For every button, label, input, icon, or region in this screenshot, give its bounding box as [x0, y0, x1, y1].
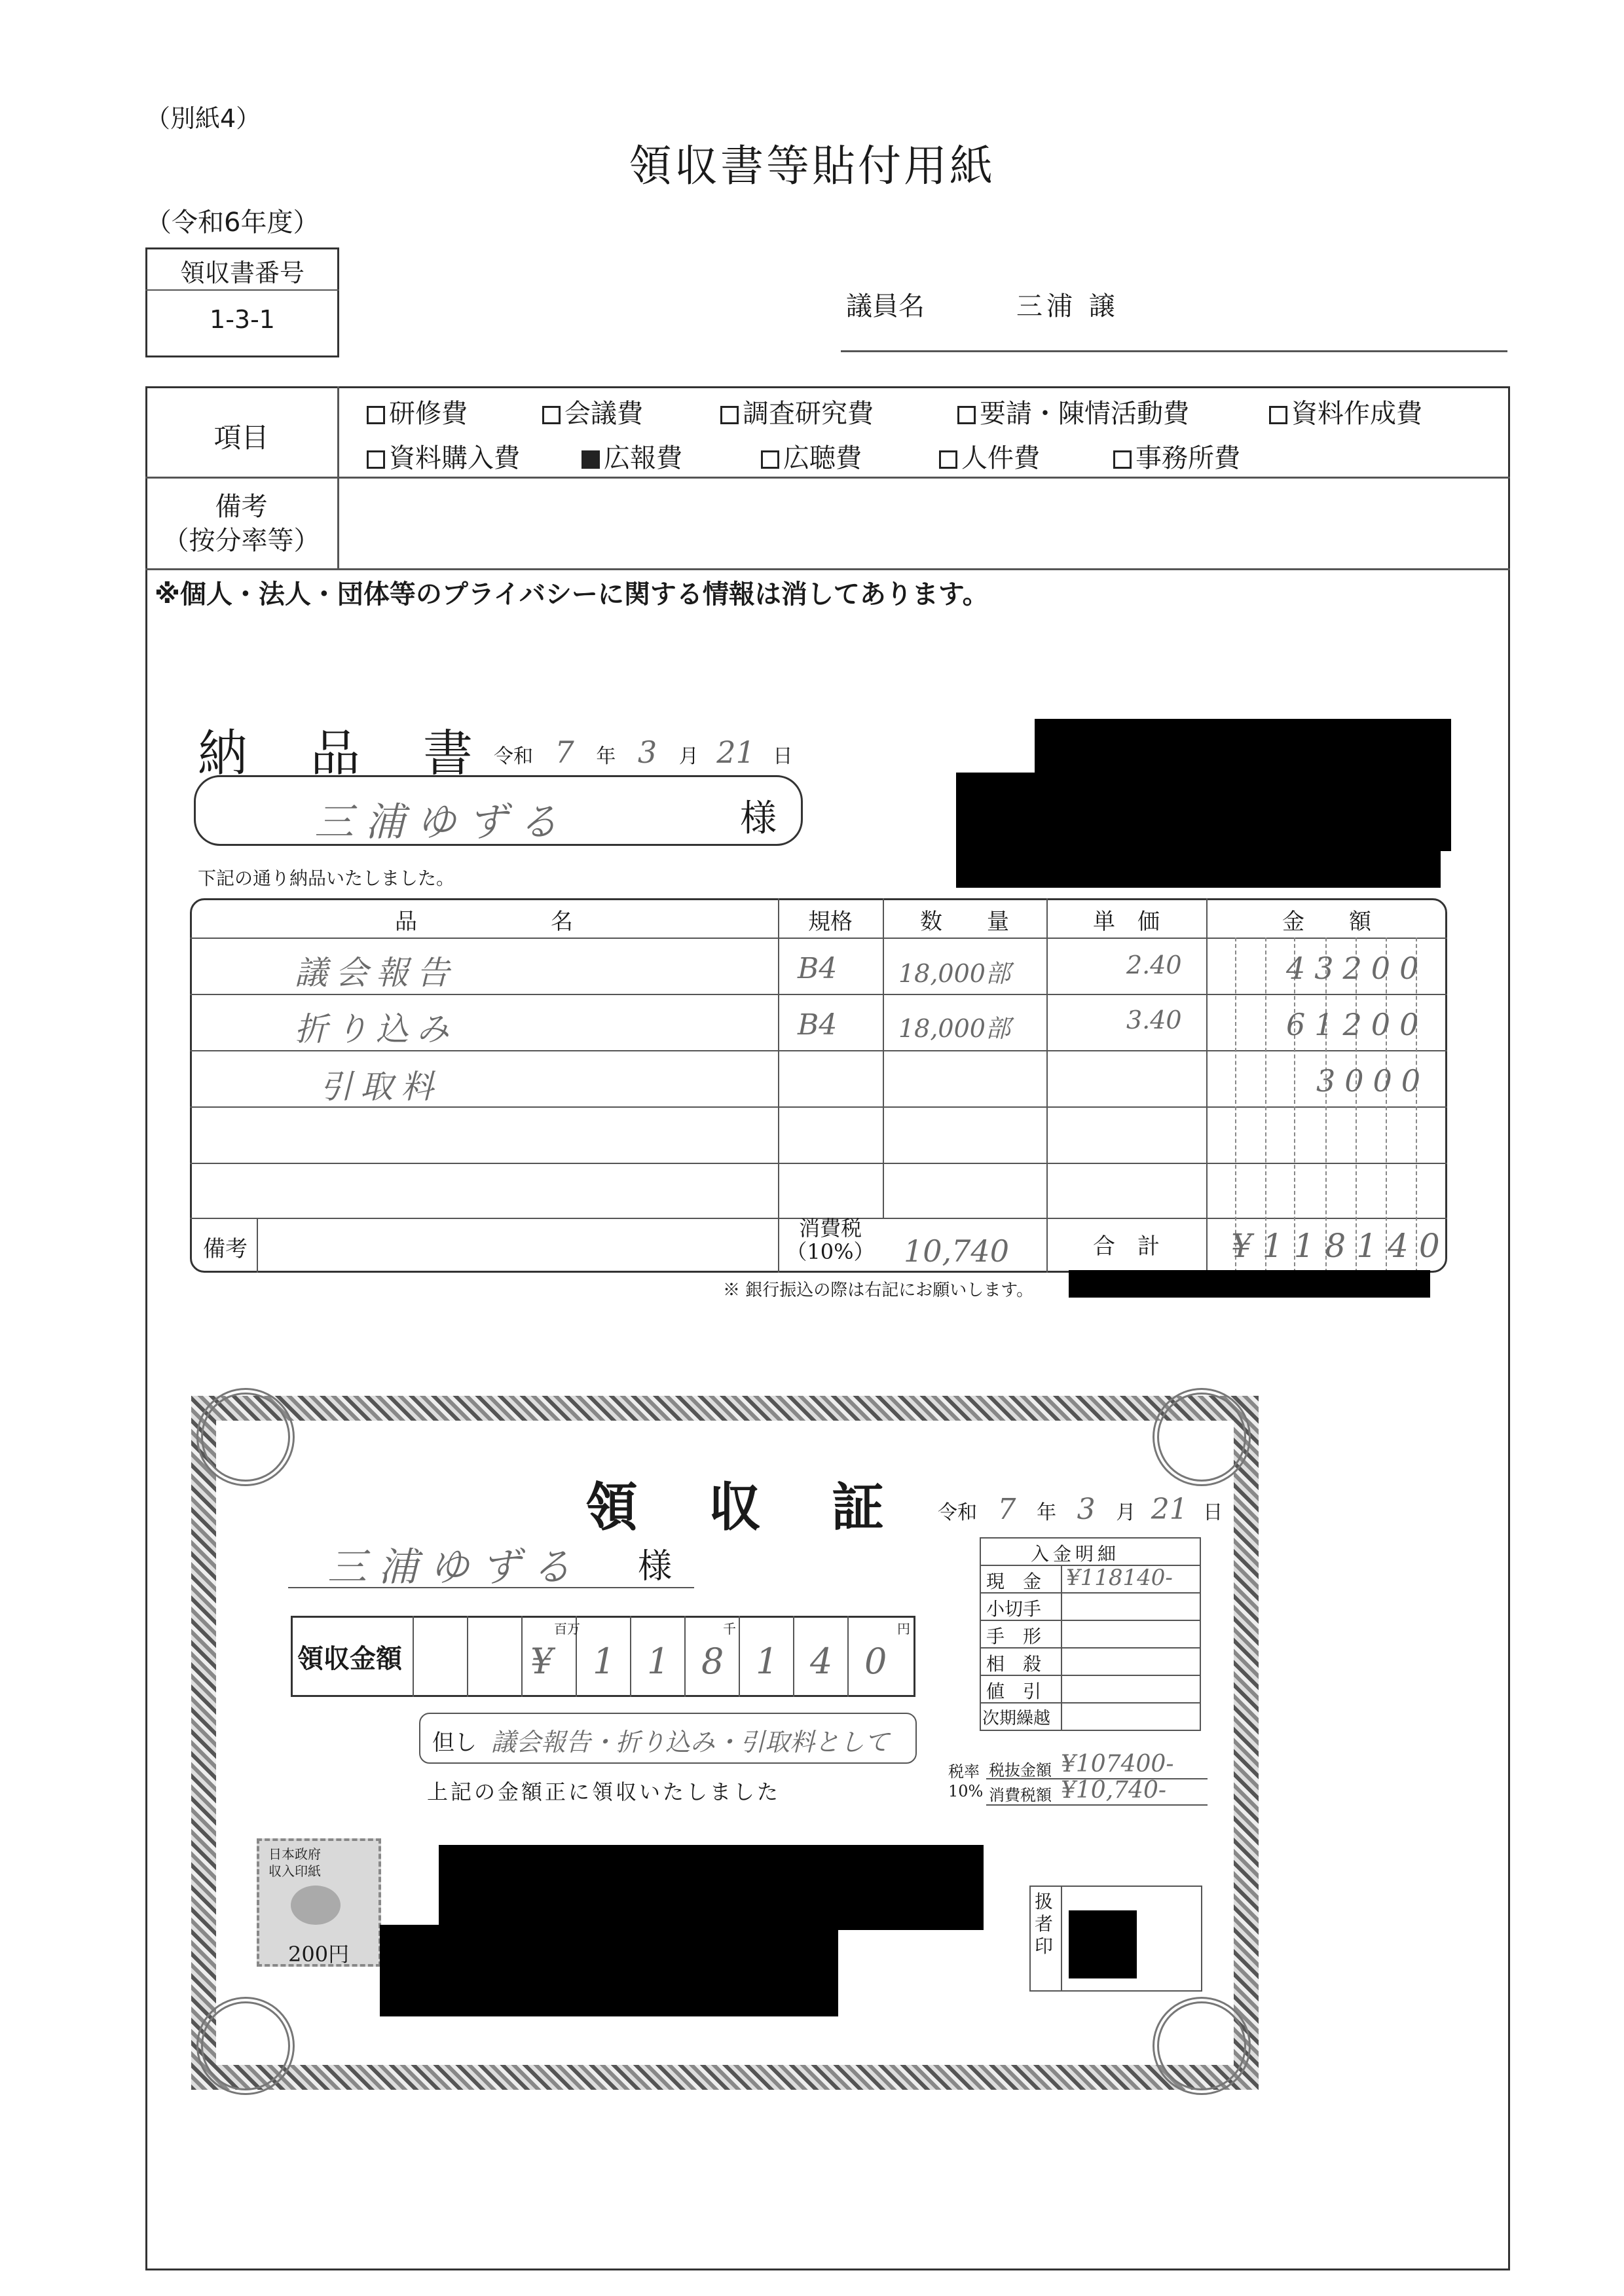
receipt-corner-ornament: [196, 1388, 295, 1486]
delivery-total-value: ¥118140: [1231, 1227, 1450, 1265]
receipt-amount-digit: 1: [593, 1641, 616, 1682]
table-row-amount: 61200: [1286, 1007, 1428, 1042]
receipt-corner-ornament: [196, 1997, 295, 2095]
table-row-qty: 18,000部: [898, 1014, 1010, 1043]
unit-thousand: 千: [723, 1621, 736, 1637]
pre-tax-value: ¥107400-: [1061, 1751, 1174, 1777]
redacted-block: [1069, 1910, 1137, 1978]
receipt-corner-ornament: [1153, 1997, 1251, 2095]
col-spec: 規格: [808, 909, 853, 935]
breakdown-label: 次期繰越: [982, 1709, 1051, 1728]
col-qty: 数 量: [920, 909, 1009, 935]
delivery-tax-label: 消費税 （10%）: [786, 1216, 875, 1264]
redacted-block: [439, 1845, 984, 1930]
bank-note: ※ 銀行振込の際は右記にお願いします。: [723, 1281, 1034, 1300]
redacted-block: [1069, 1270, 1430, 1298]
consumption-tax-label: 消費税額: [989, 1786, 1052, 1804]
privacy-note: ※個人・法人・団体等のプライバシーに関する情報は消してあります。: [155, 579, 989, 610]
checkbox-icon[interactable]: [542, 406, 561, 424]
category-shiryou-sakusei[interactable]: 資料作成費: [1269, 393, 1422, 430]
table-row-spec: B4: [798, 1008, 838, 1042]
stamp-text: 日本政府: [268, 1846, 321, 1862]
delivery-note-title: 納 品 書: [198, 724, 479, 782]
col-unit-price: 単 価: [1093, 909, 1160, 935]
table-row-item: 議会報告: [295, 954, 457, 992]
receipt-amount-digit: 0: [864, 1641, 887, 1682]
receipt-date: 令和 7 年 3 月 21 日: [938, 1493, 1223, 1526]
delivery-total-label: 合 計: [1093, 1233, 1160, 1260]
breakdown-value: ¥118140-: [1066, 1565, 1173, 1591]
checkbox-icon[interactable]: [720, 406, 739, 424]
redacted-block: [956, 845, 1441, 888]
tax-rate: 10%: [948, 1782, 984, 1800]
consumption-tax-value: ¥10,740-: [1061, 1777, 1167, 1804]
category-jimusho[interactable]: 事務所費: [1113, 437, 1240, 475]
category-kenshu[interactable]: 研修費: [367, 393, 468, 430]
fiscal-year: （令和6年度）: [145, 208, 320, 238]
col-item: 品 名: [395, 909, 573, 935]
checkbox-icon[interactable]: [1269, 406, 1287, 424]
table-row-spec: B4: [798, 952, 838, 985]
member-underline: [841, 350, 1507, 352]
tax-rate-label: 税率: [948, 1762, 980, 1781]
receipt-number-value: 1-3-1: [210, 305, 275, 334]
flower-icon: [291, 1886, 341, 1925]
receipt-recipient: 三浦ゆずる: [327, 1544, 583, 1590]
receipt-number-label: 領収書番号: [179, 259, 304, 287]
table-row-unit-price: 3.40: [1126, 1006, 1182, 1034]
delivery-intro: 下記の通り納品いたしました。: [198, 867, 455, 889]
category-yousei[interactable]: 要請・陳情活動費: [957, 393, 1189, 430]
table-row-amount: 43200: [1286, 951, 1428, 986]
category-chousa[interactable]: 調査研究費: [720, 393, 874, 430]
category-jinken[interactable]: 人件費: [939, 437, 1040, 475]
breakdown-title: 入金明細: [1031, 1543, 1120, 1565]
breakdown-label: 相 殺: [986, 1653, 1042, 1675]
redacted-block: [1035, 719, 1451, 778]
table-row-item: 引取料: [320, 1068, 441, 1106]
remarks-label: 備考 （按分率等）: [162, 492, 320, 556]
checkbox-icon[interactable]: [761, 450, 779, 469]
redacted-block: [380, 1925, 838, 2016]
stamp-value: 200円: [288, 1942, 350, 1967]
redacted-block: [956, 773, 1451, 851]
category-kaigi[interactable]: 会議費: [542, 393, 643, 430]
member-label: 議員名: [846, 291, 925, 321]
checked-checkbox-icon[interactable]: [581, 450, 600, 469]
member-name: 三浦 譲: [1016, 291, 1119, 321]
checkbox-icon[interactable]: [957, 406, 976, 424]
table-row-item: 折り込み: [295, 1010, 457, 1048]
delivery-remarks-label: 備考: [203, 1236, 248, 1262]
checkbox-icon[interactable]: [367, 450, 385, 469]
delivery-recipient: 三浦ゆずる: [314, 799, 570, 845]
receipt-corner-ornament: [1153, 1388, 1251, 1486]
categories-label: 項目: [213, 422, 269, 454]
checkbox-icon[interactable]: [367, 406, 385, 424]
category-shiryou-kounyu[interactable]: 資料購入費: [367, 437, 520, 475]
table-row-unit-price: 2.40: [1126, 951, 1182, 979]
receipt-amount-digit: 1: [647, 1641, 670, 1682]
delivery-tax-value: 10,740: [904, 1233, 1009, 1269]
category-kouchou[interactable]: 広聴費: [761, 437, 862, 475]
unit-million: 百万: [554, 1621, 580, 1637]
breakdown-label: 値 引: [986, 1681, 1042, 1702]
receipt-amount-label: 領収金額: [297, 1643, 402, 1674]
receipt-amount-digit: 4: [810, 1641, 833, 1682]
receipt-amount-digit: 1: [756, 1641, 779, 1682]
breakdown-label: 現 金: [986, 1571, 1042, 1592]
category-kouhou[interactable]: 広報費: [581, 437, 682, 475]
receipt-acknowledge: 上記の金額正に領収いたしました: [427, 1779, 781, 1804]
receipt-honorific: 様: [638, 1547, 673, 1586]
handler-label: 扱者印: [1035, 1891, 1054, 1957]
receipt-proviso-label: 但し: [432, 1730, 477, 1756]
delivery-note-date: 令和 7 年 3 月 21 日: [494, 735, 793, 770]
breakdown-label: 手 形: [986, 1626, 1042, 1647]
breakdown-label: 小切手: [986, 1598, 1042, 1620]
table-row-qty: 18,000部: [898, 959, 1010, 988]
receipt-title: 領 収 証: [585, 1476, 893, 1538]
table-row-amount: 3000: [1316, 1063, 1430, 1099]
delivery-honorific: 様: [740, 797, 777, 840]
checkbox-icon[interactable]: [939, 450, 957, 469]
unit-yen: 円: [897, 1621, 910, 1637]
checkbox-icon[interactable]: [1113, 450, 1132, 469]
col-amount: 金 額: [1282, 909, 1371, 935]
page-title: 領収書等貼付用紙: [629, 141, 995, 191]
stamp-text: 収入印紙: [268, 1863, 321, 1879]
attachment-number: （別紙4）: [145, 104, 261, 133]
receipt-proviso-value: 議会報告・折り込み・引取料として: [491, 1728, 890, 1757]
receipt-amount-digit: 8: [701, 1641, 724, 1682]
receipt-amount-digit: ¥: [530, 1641, 553, 1682]
pre-tax-label: 税抜金額: [989, 1761, 1052, 1779]
